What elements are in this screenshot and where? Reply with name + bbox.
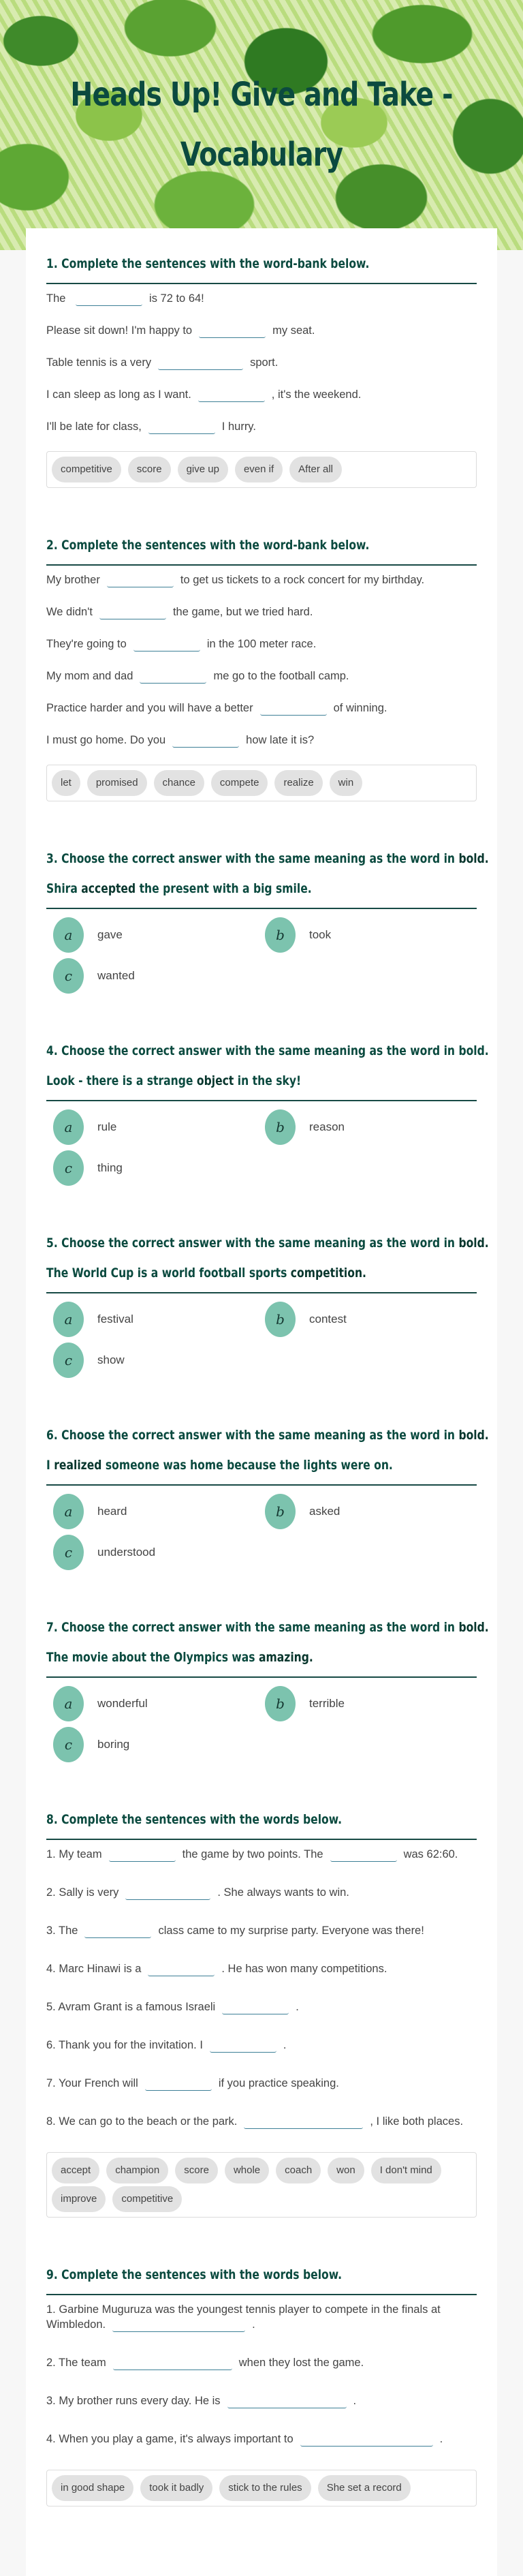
sentence-text: the game, but we tried hard. bbox=[172, 606, 313, 618]
option-c[interactable] bbox=[53, 1343, 265, 1378]
bold-word: object bbox=[196, 1073, 234, 1088]
sentence-text: 4. When you play a game, it's always important to bbox=[46, 2433, 294, 2445]
sentence-text: of winning. bbox=[333, 702, 387, 714]
word-chip[interactable]: competitive bbox=[112, 2186, 182, 2212]
blank-drop-zone[interactable] bbox=[113, 2357, 232, 2370]
sentence-text: was 62:60. bbox=[403, 1848, 458, 1860]
sentence-text: 1. My team bbox=[46, 1848, 102, 1860]
question-prompt bbox=[46, 1066, 399, 1096]
header-banner bbox=[0, 0, 523, 250]
title-text: 9. Complete the sentences with the words below. bbox=[46, 2267, 343, 2282]
blank-drop-zone[interactable] bbox=[172, 735, 239, 748]
word-chip[interactable]: whole bbox=[225, 2158, 269, 2183]
sentence bbox=[46, 355, 477, 370]
word-chip[interactable]: won bbox=[328, 2158, 364, 2183]
sentence-text: 2. Sally is very bbox=[46, 1886, 119, 1899]
title-text: 7. Choose the correct answer with the same meaning as the word in bbox=[46, 1620, 459, 1635]
blank-drop-zone[interactable] bbox=[158, 357, 243, 370]
option-letter-badge: b bbox=[265, 917, 296, 953]
sentence-text: in the 100 meter race. bbox=[206, 638, 317, 650]
sentence-text: me go to the football camp. bbox=[213, 670, 349, 682]
sentence-text: I hurry. bbox=[221, 420, 256, 433]
option-letter-badge: c bbox=[53, 1535, 84, 1570]
option-b[interactable] bbox=[265, 917, 477, 953]
blank-drop-zone[interactable] bbox=[76, 293, 142, 306]
blank-drop-zone[interactable] bbox=[198, 389, 265, 402]
option-label: asked bbox=[309, 1505, 340, 1518]
sentence bbox=[46, 2302, 477, 2332]
sentence bbox=[46, 604, 477, 619]
question-title bbox=[46, 1228, 489, 1258]
option-b[interactable] bbox=[265, 1302, 477, 1337]
sentence bbox=[46, 2038, 477, 2053]
sentence bbox=[46, 701, 477, 716]
divider bbox=[46, 1484, 477, 1486]
sentence-text: . He has won many competitions. bbox=[221, 1963, 387, 1975]
question-title bbox=[46, 844, 489, 874]
sentence-text: sport. bbox=[250, 356, 279, 369]
word-chip[interactable]: stick to the rules bbox=[219, 2475, 311, 2501]
sentence bbox=[46, 387, 477, 402]
question-5 bbox=[46, 1228, 489, 1378]
sentence bbox=[46, 1961, 477, 1976]
word-chip[interactable]: I don't mind bbox=[371, 2158, 441, 2183]
word-bank bbox=[46, 451, 477, 488]
option-letter-badge: a bbox=[53, 1109, 84, 1145]
option-label: wonderful bbox=[97, 1697, 148, 1710]
title-text: 6. Choose the correct answer with the same meaning as the word in bbox=[46, 1428, 459, 1443]
page-title: Heads Up! Give and Take - Vocabulary bbox=[70, 76, 453, 174]
divider bbox=[46, 1676, 477, 1678]
prompt-text: Shira bbox=[46, 881, 82, 896]
option-label: festival bbox=[97, 1313, 133, 1325]
sentence-text: is 72 to 64! bbox=[149, 292, 204, 305]
word-chip[interactable]: score bbox=[128, 457, 171, 482]
word-chip[interactable]: chance bbox=[154, 770, 204, 796]
question-prompt bbox=[46, 1642, 399, 1672]
option-a[interactable] bbox=[53, 1494, 265, 1529]
sentence-text: if you practice speaking. bbox=[218, 2077, 339, 2089]
title-text: 8. Complete the sentences with the words below. bbox=[46, 1812, 343, 1827]
blank-drop-zone[interactable] bbox=[260, 703, 327, 716]
sentence-text: The bbox=[46, 292, 69, 305]
word-chip[interactable]: improve bbox=[52, 2186, 106, 2212]
blank-drop-zone[interactable] bbox=[210, 2040, 276, 2053]
sentence bbox=[46, 2076, 477, 2091]
sentence-text: , it's the weekend. bbox=[271, 388, 362, 401]
sentence bbox=[46, 669, 477, 684]
word-chip[interactable]: promised bbox=[87, 770, 147, 796]
sentence bbox=[46, 2432, 477, 2447]
blank-drop-zone[interactable] bbox=[244, 2116, 363, 2129]
option-a[interactable] bbox=[53, 1686, 265, 1721]
bold-text: bold. bbox=[458, 1620, 489, 1635]
sentence-text: . She always wants to win. bbox=[217, 1886, 349, 1899]
word-chip[interactable]: champion bbox=[106, 2158, 168, 2183]
option-label: boring bbox=[97, 1738, 130, 1751]
question-6 bbox=[46, 1420, 489, 1570]
blank-drop-zone[interactable] bbox=[125, 1887, 210, 1900]
word-chip[interactable]: accept bbox=[52, 2158, 99, 2183]
sentence-text: 4. Marc Hinawi is a bbox=[46, 1963, 142, 1975]
blank-drop-zone[interactable] bbox=[99, 607, 166, 619]
divider bbox=[46, 564, 477, 566]
sentence-text: They're going to bbox=[46, 638, 127, 650]
question-4 bbox=[46, 1036, 489, 1186]
sentence-text: 3. My brother runs every day. He is bbox=[46, 2395, 221, 2407]
option-label: thing bbox=[97, 1161, 123, 1174]
bold-text: bold. bbox=[458, 1428, 489, 1443]
question-title bbox=[46, 2260, 399, 2290]
title-text: 3. Choose the correct answer with the same meaning as the word in bbox=[46, 851, 459, 866]
blank-drop-zone[interactable] bbox=[107, 574, 174, 587]
question-9 bbox=[46, 2260, 477, 2506]
sentence-text: My mom and dad bbox=[46, 670, 133, 682]
title-text: 5. Choose the correct answer with the same meaning as the word in bbox=[46, 1236, 459, 1251]
option-b[interactable] bbox=[265, 1109, 477, 1145]
question-8 bbox=[46, 1805, 477, 2218]
sentence-text: 1. Garbine Muguruza was the youngest tennis player to compete in the finals at Wimbledon. bbox=[46, 2303, 441, 2331]
option-label: understood bbox=[97, 1546, 156, 1559]
word-chip[interactable]: After all bbox=[289, 457, 342, 482]
question-7 bbox=[46, 1612, 489, 1762]
option-label: contest bbox=[309, 1313, 347, 1325]
sentence-text: Table tennis is a very bbox=[46, 356, 152, 369]
sentence bbox=[46, 291, 477, 306]
sentence-text: the game by two points. The bbox=[182, 1848, 323, 1860]
sentence-text: . bbox=[439, 2433, 443, 2445]
sentence-text: 8. We can go to the beach or the park. bbox=[46, 2115, 238, 2128]
option-label: heard bbox=[97, 1505, 127, 1518]
bold-word: competition. bbox=[290, 1266, 366, 1281]
option-letter-badge: c bbox=[53, 958, 84, 994]
sentence-text: 7. Your French will bbox=[46, 2077, 138, 2089]
sentence-text: I can sleep as long as I want. bbox=[46, 388, 191, 401]
option-letter-badge: a bbox=[53, 1686, 84, 1721]
sentence bbox=[46, 323, 477, 338]
option-letter-badge: b bbox=[265, 1109, 296, 1145]
option-c[interactable] bbox=[53, 1535, 265, 1570]
sentence-text: . bbox=[283, 2039, 287, 2051]
option-c[interactable] bbox=[53, 1150, 265, 1186]
sentence-text: We didn't bbox=[46, 606, 93, 618]
bold-word: accepted bbox=[81, 881, 136, 896]
sentence-text: . bbox=[252, 2318, 255, 2331]
option-letter-badge: c bbox=[53, 1150, 84, 1186]
sentence bbox=[46, 2355, 477, 2370]
sentence-text: how late it is? bbox=[246, 734, 315, 746]
option-a[interactable] bbox=[53, 1302, 265, 1337]
sentence bbox=[46, 1885, 477, 1900]
question-title bbox=[46, 530, 399, 560]
option-letter-badge: b bbox=[265, 1686, 296, 1721]
blank-drop-zone[interactable] bbox=[330, 1849, 397, 1862]
sentence bbox=[46, 1847, 477, 1862]
option-c[interactable] bbox=[53, 1727, 265, 1762]
sentence-text: . bbox=[296, 2001, 299, 2013]
sentence-text: 6. Thank you for the invitation. I bbox=[46, 2039, 203, 2051]
divider bbox=[46, 283, 477, 284]
title-text: 1. Complete the sentences with the word-bank below. bbox=[46, 256, 370, 271]
question-1 bbox=[46, 249, 477, 488]
word-chip[interactable]: win bbox=[330, 770, 363, 796]
sentence-text: 3. The bbox=[46, 1925, 78, 1937]
prompt-text: The World Cup is a world football sports bbox=[46, 1266, 291, 1281]
answer-options bbox=[46, 1686, 477, 1762]
sentence-text: 2. The team bbox=[46, 2357, 106, 2369]
answer-options bbox=[46, 1109, 477, 1186]
option-letter-badge: b bbox=[265, 1494, 296, 1529]
sentence-text: to get us tickets to a rock concert for my birthday. bbox=[180, 574, 425, 586]
divider bbox=[46, 908, 477, 909]
word-chip[interactable]: in good shape bbox=[52, 2475, 133, 2501]
option-b[interactable] bbox=[265, 1686, 477, 1721]
blank-drop-zone[interactable] bbox=[148, 1963, 215, 1976]
sentence-text: when they lost the game. bbox=[238, 2357, 364, 2369]
option-label: reason bbox=[309, 1120, 345, 1133]
option-letter-badge: a bbox=[53, 1494, 84, 1529]
option-a[interactable] bbox=[53, 1109, 265, 1145]
question-title bbox=[46, 1420, 489, 1450]
divider bbox=[46, 1292, 477, 1293]
worksheet-card bbox=[26, 228, 497, 2576]
blank-drop-zone[interactable] bbox=[199, 325, 266, 338]
word-chip[interactable]: She set a record bbox=[318, 2475, 411, 2501]
sentence-text: my seat. bbox=[272, 324, 315, 337]
sentence-text: Practice harder and you will have a better bbox=[46, 702, 253, 714]
divider bbox=[46, 1839, 477, 1840]
title-text: 4. Choose the correct answer with the same meaning as the word in bold. bbox=[46, 1043, 489, 1058]
question-title bbox=[46, 1805, 399, 1835]
sentence bbox=[46, 733, 477, 748]
option-label: rule bbox=[97, 1120, 117, 1133]
option-letter-badge: c bbox=[53, 1343, 84, 1378]
option-label: terrible bbox=[309, 1697, 345, 1710]
word-chip[interactable]: score bbox=[175, 2158, 218, 2183]
bold-text: bold. bbox=[458, 851, 489, 866]
divider bbox=[46, 2294, 477, 2295]
question-prompt bbox=[46, 874, 399, 904]
sentence bbox=[46, 2393, 477, 2408]
bold-word: realized bbox=[54, 1458, 102, 1473]
sentence-text: . bbox=[353, 2395, 357, 2407]
question-prompt bbox=[46, 1450, 399, 1480]
answer-options bbox=[46, 1302, 477, 1378]
blank-drop-zone[interactable] bbox=[145, 2078, 212, 2091]
sentence bbox=[46, 1923, 477, 1938]
sentence bbox=[46, 637, 477, 651]
word-chip[interactable]: give up bbox=[178, 457, 228, 482]
bold-word: amazing. bbox=[259, 1650, 313, 1665]
sentence-text: My brother bbox=[46, 574, 100, 586]
blank-drop-zone[interactable] bbox=[300, 2434, 433, 2447]
question-title bbox=[46, 1036, 489, 1066]
option-label: took bbox=[309, 928, 332, 941]
blank-drop-zone[interactable] bbox=[84, 1925, 151, 1938]
option-letter-badge: a bbox=[53, 1302, 84, 1337]
word-bank bbox=[46, 2470, 477, 2506]
sentence-text: Please sit down! I'm happy to bbox=[46, 324, 193, 337]
question-title bbox=[46, 1612, 489, 1642]
sentence bbox=[46, 2114, 477, 2129]
word-bank bbox=[46, 765, 477, 801]
blank-drop-zone[interactable] bbox=[112, 2319, 245, 2332]
prompt-text: The movie about the Olympics was bbox=[46, 1650, 259, 1665]
prompt-text: Look - there is a strange bbox=[46, 1073, 197, 1088]
prompt-text: someone was home because the lights were on. bbox=[101, 1458, 393, 1473]
question-2 bbox=[46, 530, 477, 801]
question-title bbox=[46, 249, 399, 279]
option-label: show bbox=[97, 1353, 125, 1366]
divider bbox=[46, 1100, 477, 1101]
option-letter-badge: c bbox=[53, 1727, 84, 1762]
title-text: 2. Complete the sentences with the word-bank below. bbox=[46, 538, 370, 553]
blank-drop-zone[interactable] bbox=[222, 2002, 289, 2014]
answer-options bbox=[46, 917, 477, 994]
option-c[interactable] bbox=[53, 958, 265, 994]
bold-text: bold. bbox=[458, 1236, 489, 1251]
option-label: wanted bbox=[97, 969, 135, 982]
blank-drop-zone[interactable] bbox=[140, 671, 206, 684]
blank-drop-zone[interactable] bbox=[148, 421, 215, 434]
option-b[interactable] bbox=[265, 1494, 477, 1529]
prompt-text: I bbox=[46, 1458, 54, 1473]
prompt-text: in the sky! bbox=[234, 1073, 302, 1088]
option-label: gave bbox=[97, 928, 123, 941]
question-3 bbox=[46, 844, 489, 994]
answer-options bbox=[46, 1494, 477, 1570]
sentence-text: I'll be late for class, bbox=[46, 420, 142, 433]
sentence bbox=[46, 572, 477, 587]
word-chip[interactable]: competitive bbox=[52, 457, 121, 482]
word-chip[interactable]: coach bbox=[276, 2158, 321, 2183]
sentence bbox=[46, 419, 477, 434]
sentence-text: , I like both places. bbox=[370, 2115, 464, 2128]
word-chip[interactable]: even if bbox=[235, 457, 283, 482]
option-letter-badge: a bbox=[53, 917, 84, 953]
word-chip[interactable]: realize bbox=[274, 770, 322, 796]
question-prompt bbox=[46, 1258, 399, 1288]
blank-drop-zone[interactable] bbox=[109, 1849, 176, 1862]
blank-drop-zone[interactable] bbox=[227, 2395, 347, 2408]
word-bank bbox=[46, 2152, 477, 2218]
word-chip[interactable]: compete bbox=[211, 770, 268, 796]
sentence-text: I must go home. Do you bbox=[46, 734, 166, 746]
option-a[interactable] bbox=[53, 917, 265, 953]
sentence bbox=[46, 1999, 477, 2014]
blank-drop-zone[interactable] bbox=[133, 639, 200, 651]
prompt-text: the present with a big smile. bbox=[136, 881, 312, 896]
word-chip[interactable]: took it badly bbox=[140, 2475, 212, 2501]
word-chip[interactable]: let bbox=[52, 770, 80, 796]
sentence-text: class came to my surprise party. Everyone was there! bbox=[158, 1925, 424, 1937]
sentence-text: 5. Avram Grant is a famous Israeli bbox=[46, 2001, 216, 2013]
option-letter-badge: b bbox=[265, 1302, 296, 1337]
